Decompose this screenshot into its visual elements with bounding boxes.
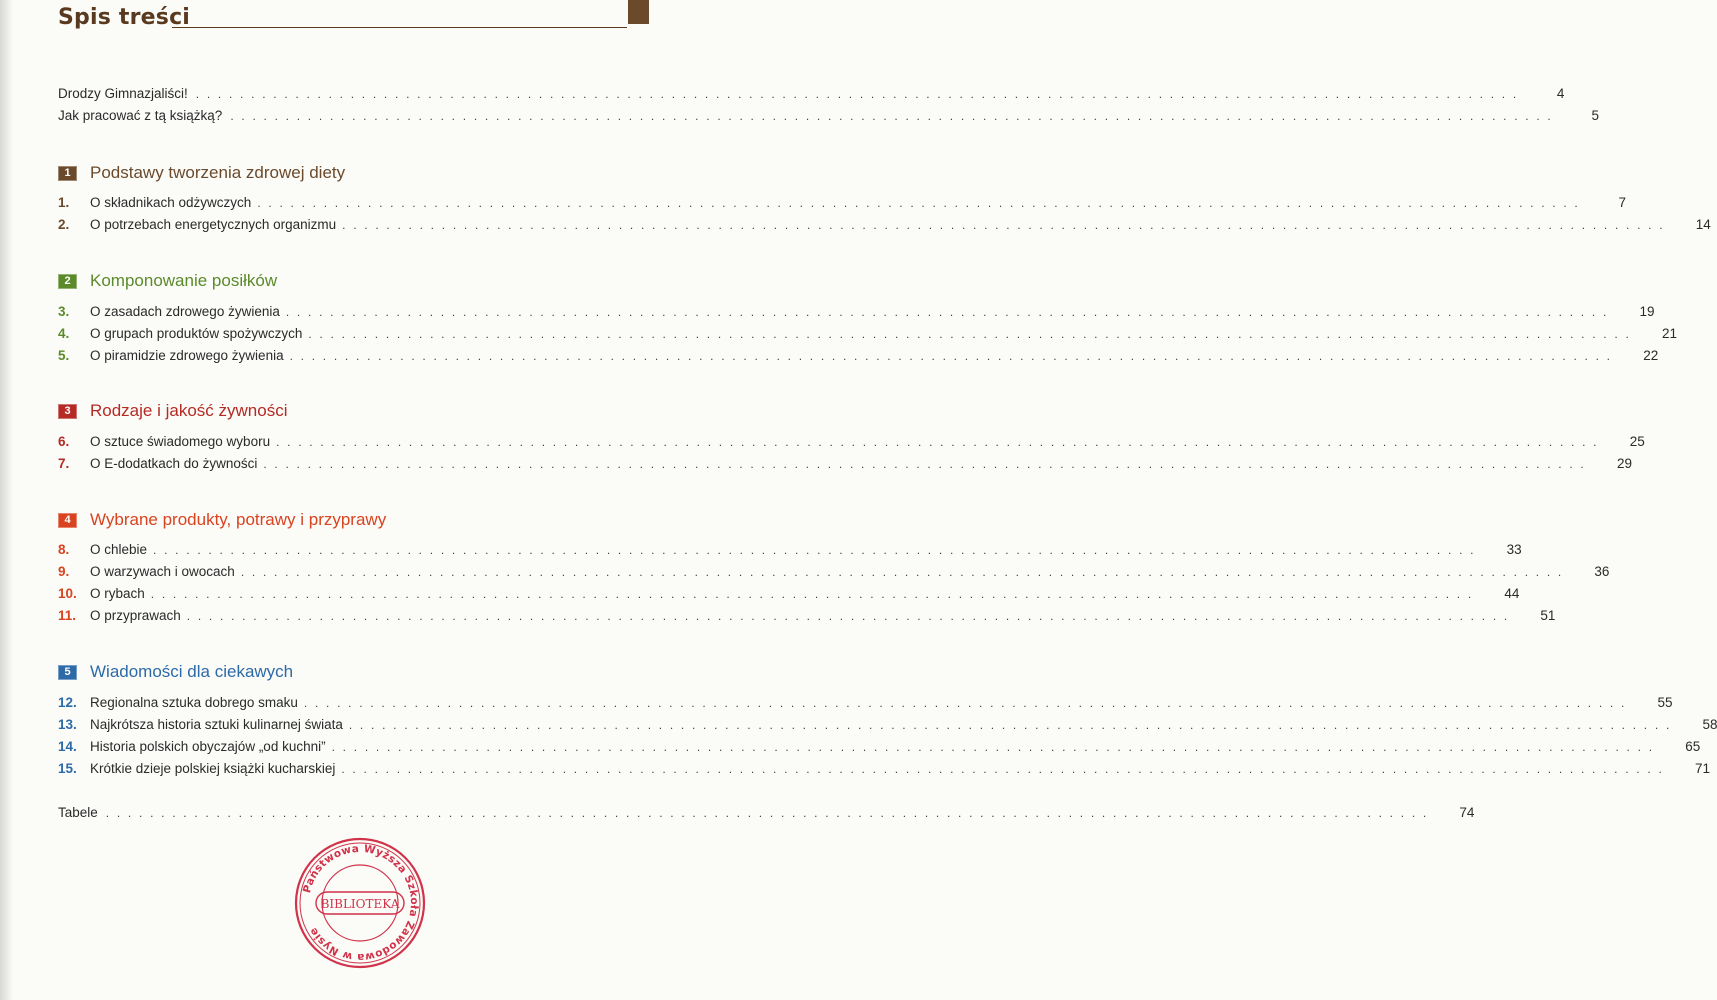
section-heading-3[interactable] <box>58 399 620 423</box>
toc-page-number: 44 <box>1504 586 1520 601</box>
title-rule <box>172 27 627 28</box>
toc-entry-text: O rybach <box>90 586 145 601</box>
toc-page-number: 33 <box>1506 542 1522 557</box>
toc-entry[interactable] <box>58 586 1520 606</box>
toc-page-number: 36 <box>1594 564 1610 579</box>
toc-entry-number: 11. <box>58 608 77 623</box>
toc-entry-number: 12. <box>58 695 77 710</box>
toc-entry[interactable] <box>58 564 1610 584</box>
toc-entry[interactable] <box>58 326 1677 346</box>
section-title: Rodzaje i jakość żywności <box>90 401 288 420</box>
section-heading-2[interactable] <box>58 269 620 293</box>
leader-dots: . . . . . . . . . . . . . . . . . . . . . . . . . . . . . . . . . . . . . . . . . . . . . . . . . . . . . . . . . . . . . . . . . . . . . . . . . . . . . . . . . . . . . . . . . . . . . . . . . . . . . . . . . . . . . . . . . . . . . . . . <box>195 87 1519 101</box>
section-number-badge: 2 <box>58 274 77 289</box>
toc-page-number: 7 <box>1618 195 1626 210</box>
toc-entry-text: O grupach produktów spożywczych <box>90 326 303 341</box>
toc-entry[interactable] <box>58 195 1626 215</box>
toc-entry-number: 9. <box>58 564 70 579</box>
toc-entry-text: O chlebie <box>90 542 148 557</box>
toc-page-number: 19 <box>1639 304 1655 319</box>
toc-entry[interactable] <box>58 717 1717 737</box>
toc-entry[interactable] <box>58 304 1655 324</box>
toc-entry-number: 3. <box>58 304 70 319</box>
page-edge-shadow <box>0 0 14 1000</box>
toc-entry-text: Najkrótsza historia sztuki kulinarnej świata <box>90 717 343 732</box>
leader-dots: . . . . . . . . . . . . . . . . . . . . . . . . . . . . . . . . . . . . . . . . . . . . . . . . . . . . . . . . . . . . . . . . . . . . . . . . . . . . . . . . . . . . . . . . . . . . . . . . . . . . . . . . . . . . . . . . . . . . . . . . <box>263 457 1586 471</box>
toc-entry-text: O potrzebach energetycznych organizmu <box>90 217 337 232</box>
toc-entry-number: 15. <box>58 761 77 776</box>
toc-page-number: 25 <box>1629 434 1645 449</box>
toc-entry[interactable] <box>58 434 1645 454</box>
section-number-badge: 1 <box>58 166 77 181</box>
section-heading-5[interactable] <box>58 660 620 684</box>
toc-entry-number: 4. <box>58 326 70 341</box>
corner-tab <box>628 0 649 24</box>
toc-entry-number: 10. <box>58 586 77 601</box>
leader-dots: . . . . . . . . . . . . . . . . . . . . . . . . . . . . . . . . . . . . . . . . . . . . . . . . . . . . . . . . . . . . . . . . . . . . . . . . . . . . . . . . . . . . . . . . . . . . . . . . . . . . . . . . . . . . . . . . . . . . . . . . <box>186 609 1510 623</box>
toc-page-number: 21 <box>1661 326 1677 341</box>
toc-entry-text: Historia polskich obyczajów „od kuchni” <box>90 739 326 754</box>
leader-dots: . . . . . . . . . . . . . . . . . . . . . . . . . . . . . . . . . . . . . . . . . . . . . . . . . . . . . . . . . . . . . . . . . . . . . . . . . . . . . . . . . . . . . . . . . . . . . . . . . . . . . . . . . . . . . . . . . . . . . . . . <box>230 109 1553 123</box>
leader-dots: . . . . . . . . . . . . . . . . . . . . . . . . . . . . . . . . . . . . . . . . . . . . . . . . . . . . . . . . . . . . . . . . . . . . . . . . . . . . . . . . . . . . . . . . . . . . . . . . . . . . . . . . . . . . . . . . . . . . . . . . <box>105 806 1429 820</box>
toc-page-number: 55 <box>1657 695 1673 710</box>
section-number-badge: 4 <box>58 513 77 528</box>
section-title: Wybrane produkty, potrawy i przyprawy <box>90 510 387 529</box>
leader-dots: . . . . . . . . . . . . . . . . . . . . . . . . . . . . . . . . . . . . . . . . . . . . . . . . . . . . . . . . . . . . . . . . . . . . . . . . . . . . . . . . . . . . . . . . . . . . . . . . . . . . . . . . . . . . . . . . . . . . . . . . <box>348 718 1672 732</box>
toc-entry-text: O sztuce świadomego wyboru <box>90 434 271 449</box>
toc-entry-intro[interactable] <box>58 86 1565 106</box>
toc-entry[interactable] <box>58 217 1711 237</box>
toc-entry-text: O warzywach i owocach <box>90 564 235 579</box>
leader-dots: . . . . . . . . . . . . . . . . . . . . . . . . . . . . . . . . . . . . . . . . . . . . . . . . . . . . . . . . . . . . . . . . . . . . . . . . . . . . . . . . . . . . . . . . . . . . . . . . . . . . . . . . . . . . . . . . . . . . . . . . <box>276 435 1599 449</box>
toc-entry-text: O E-dodatkach do żywności <box>90 456 258 471</box>
toc-page-number: 4 <box>1556 86 1565 101</box>
toc-entry-text: O przyprawach <box>90 608 181 623</box>
toc-entry[interactable] <box>58 348 1659 368</box>
toc-page-number: 51 <box>1540 608 1556 623</box>
toc-entry-text: Jak pracować z tą książką? <box>58 108 223 123</box>
toc-entry-number: 8. <box>58 542 70 557</box>
stamp-ring-text: Państwowa Wyższa Szkoła Zawodowa w Nysie <box>301 842 421 964</box>
toc-entry-number: 2. <box>58 217 70 232</box>
section-title: Komponowanie posiłków <box>90 271 278 290</box>
toc-page-number: 74 <box>1459 805 1475 820</box>
toc-entry-text: Regionalna sztuka dobrego smaku <box>90 695 298 710</box>
leader-dots: . . . . . . . . . . . . . . . . . . . . . . . . . . . . . . . . . . . . . . . . . . . . . . . . . . . . . . . . . . . . . . . . . . . . . . . . . . . . . . . . . . . . . . . . . . . . . . . . . . . . . . . . . . . . . . . . . . . . . . . . <box>308 327 1631 341</box>
leader-dots: . . . . . . . . . . . . . . . . . . . . . . . . . . . . . . . . . . . . . . . . . . . . . . . . . . . . . . . . . . . . . . . . . . . . . . . . . . . . . . . . . . . . . . . . . . . . . . . . . . . . . . . . . . . . . . . . . . . . . . . . <box>303 696 1627 710</box>
toc-entry-number: 1. <box>58 195 70 210</box>
toc-entry-how-to[interactable] <box>58 108 1599 128</box>
toc-entry-number: 14. <box>58 739 77 754</box>
toc-entry-number: 6. <box>58 434 70 449</box>
toc-page-number: 58 <box>1702 717 1717 732</box>
toc-page-number: 22 <box>1643 348 1659 363</box>
toc-entry-text: Krótkie dzieje polskiej książki kucharskiej <box>90 761 336 776</box>
toc-entry-text: O składnikach odżywczych <box>90 195 252 210</box>
toc-page-number: 71 <box>1694 761 1710 776</box>
toc-entry[interactable] <box>58 608 1556 628</box>
toc-entry-number: 13. <box>58 717 77 732</box>
leader-dots: . . . . . . . . . . . . . . . . . . . . . . . . . . . . . . . . . . . . . . . . . . . . . . . . . . . . . . . . . . . . . . . . . . . . . . . . . . . . . . . . . . . . . . . . . . . . . . . . . . . . . . . . . . . . . . . . . . . . . . . . <box>289 349 1613 363</box>
section-heading-4[interactable] <box>58 508 620 532</box>
leader-dots: . . . . . . . . . . . . . . . . . . . . . . . . . . . . . . . . . . . . . . . . . . . . . . . . . . . . . . . . . . . . . . . . . . . . . . . . . . . . . . . . . . . . . . . . . . . . . . . . . . . . . . . . . . . . . . . . . . . . . . . . <box>341 762 1664 776</box>
leader-dots: . . . . . . . . . . . . . . . . . . . . . . . . . . . . . . . . . . . . . . . . . . . . . . . . . . . . . . . . . . . . . . . . . . . . . . . . . . . . . . . . . . . . . . . . . . . . . . . . . . . . . . . . . . . . . . . . . . . . . . . . <box>153 543 1476 557</box>
section-number-badge: 3 <box>58 404 77 419</box>
toc-page-number: 14 <box>1695 217 1711 232</box>
leader-dots: . . . . . . . . . . . . . . . . . . . . . . . . . . . . . . . . . . . . . . . . . . . . . . . . . . . . . . . . . . . . . . . . . . . . . . . . . . . . . . . . . . . . . . . . . . . . . . . . . . . . . . . . . . . . . . . . . . . . . . . . <box>240 565 1564 579</box>
stamp-center-text: BIBLIOTEKA <box>320 897 400 911</box>
toc-entry-tables[interactable] <box>58 805 1475 825</box>
section-number-badge: 5 <box>58 665 77 680</box>
toc-entry[interactable] <box>58 542 1522 562</box>
toc-entry[interactable] <box>58 761 1710 781</box>
leader-dots: . . . . . . . . . . . . . . . . . . . . . . . . . . . . . . . . . . . . . . . . . . . . . . . . . . . . . . . . . . . . . . . . . . . . . . . . . . . . . . . . . . . . . . . . . . . . . . . . . . . . . . . . . . . . . . . . . . . . . . . . <box>342 218 1665 232</box>
toc-entry-number: 7. <box>58 456 70 471</box>
toc-page-number: 5 <box>1591 108 1599 123</box>
toc-page-number: 29 <box>1616 456 1632 471</box>
page-title: Spis treści <box>58 5 191 30</box>
section-heading-1[interactable] <box>58 161 620 185</box>
toc-page-number: 65 <box>1685 739 1701 754</box>
leader-dots: . . . . . . . . . . . . . . . . . . . . . . . . . . . . . . . . . . . . . . . . . . . . . . . . . . . . . . . . . . . . . . . . . . . . . . . . . . . . . . . . . . . . . . . . . . . . . . . . . . . . . . . . . . . . . . . . . . . . . . . . <box>150 587 1474 601</box>
section-title: Podstawy tworzenia zdrowej diety <box>90 163 346 182</box>
toc-entry-text: O piramidzie zdrowego żywienia <box>90 348 284 363</box>
toc-entry-number: 5. <box>58 348 70 363</box>
leader-dots: . . . . . . . . . . . . . . . . . . . . . . . . . . . . . . . . . . . . . . . . . . . . . . . . . . . . . . . . . . . . . . . . . . . . . . . . . . . . . . . . . . . . . . . . . . . . . . . . . . . . . . . . . . . . . . . . . . . . . . . . <box>285 305 1609 319</box>
leader-dots: . . . . . . . . . . . . . . . . . . . . . . . . . . . . . . . . . . . . . . . . . . . . . . . . . . . . . . . . . . . . . . . . . . . . . . . . . . . . . . . . . . . . . . . . . . . . . . . . . . . . . . . . . . . . . . . . . . . . . . . . <box>257 196 1580 210</box>
section-title: Wiadomości dla ciekawych <box>90 662 294 681</box>
toc-entry-text: Drodzy Gimnazjaliści! <box>58 86 188 101</box>
library-stamp <box>290 836 430 970</box>
toc-entry[interactable] <box>58 739 1701 759</box>
leader-dots: . . . . . . . . . . . . . . . . . . . . . . . . . . . . . . . . . . . . . . . . . . . . . . . . . . . . . . . . . . . . . . . . . . . . . . . . . . . . . . . . . . . . . . . . . . . . . . . . . . . . . . . . . . . . . . . . . . . . . . . . <box>331 740 1655 754</box>
toc-entry-text: Tabele <box>58 805 98 820</box>
toc-entry-text: O zasadach zdrowego żywienia <box>90 304 280 319</box>
toc-entry[interactable] <box>58 695 1673 715</box>
toc-entry[interactable] <box>58 456 1632 476</box>
